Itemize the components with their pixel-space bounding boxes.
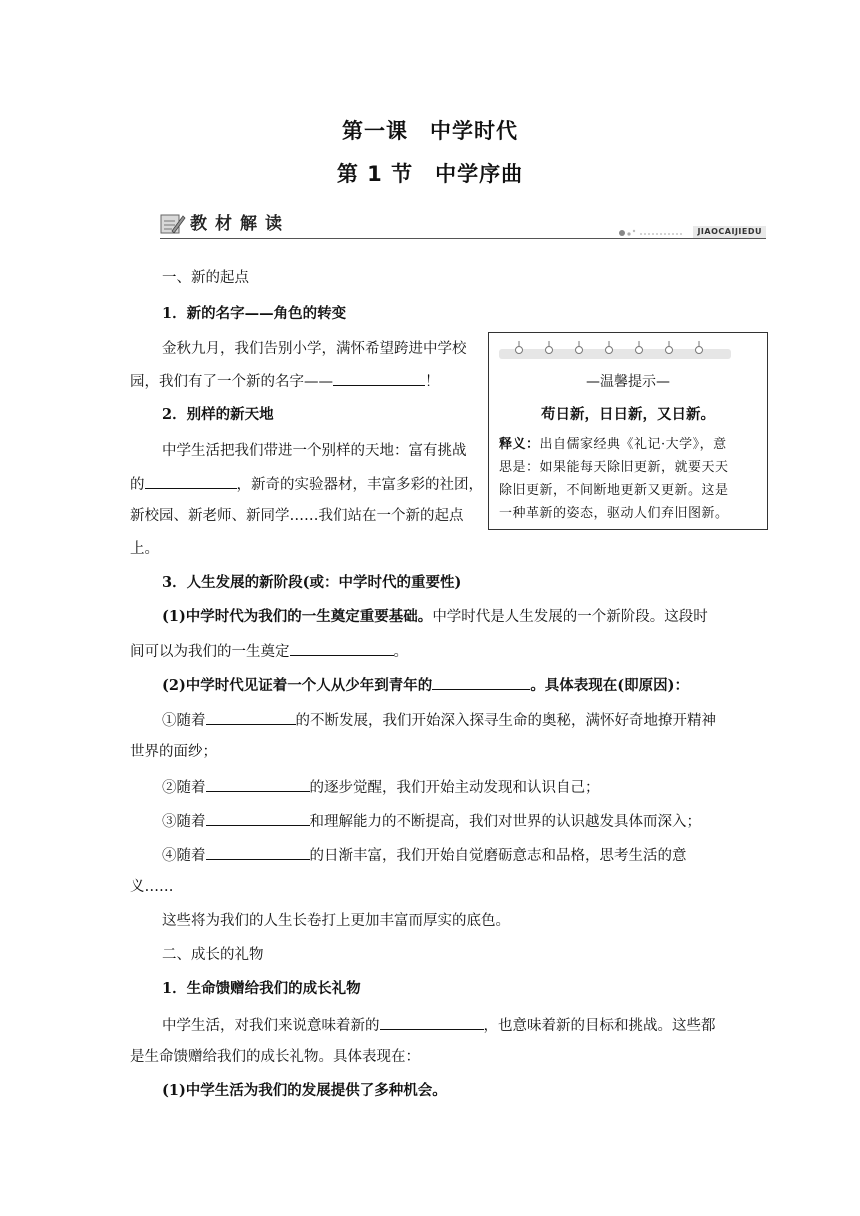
paragraph-line: ③随着 和理解能力的不断提高，我们对世界的认识越发具体而深入； — [162, 810, 701, 832]
pencil-icon — [160, 212, 186, 236]
banner-label: 教材解读 — [190, 214, 290, 234]
fill-blank[interactable] — [206, 776, 310, 792]
section-heading: 一、新的起点 — [162, 270, 249, 286]
tip-explain-line: 思是：如果能每天除旧更新，就要天天 — [499, 460, 729, 475]
dots-decoration-icon — [618, 228, 684, 238]
subheading: 1．生命馈赠给我们的成长礼物 — [162, 980, 361, 997]
tip-explain-label: 释义： — [499, 437, 540, 452]
paragraph-line: (2)中学时代见证着一个人从少年到青年的 。具体表现在(即原因)： — [162, 674, 689, 696]
tip-explain-line: 除旧更新，不间断地更新又更新。这是 — [499, 483, 729, 498]
paragraph-line: 园，我们有了一个新的名字—— ！ — [130, 370, 440, 392]
fill-blank[interactable] — [380, 1014, 484, 1030]
fill-blank[interactable] — [206, 709, 296, 725]
tip-explanation — [499, 433, 761, 525]
section-title: 第 1 节 中学序曲 — [336, 162, 524, 186]
subheading: 1．新的名字——角色的转变 — [162, 305, 347, 322]
notebook-rings-icon — [499, 341, 731, 361]
fill-blank[interactable] — [206, 844, 310, 860]
paragraph-line: 上。 — [130, 541, 159, 557]
paragraph-line: 这些将为我们的人生长卷打上更加丰富而厚实的底色。 — [162, 913, 510, 929]
tip-explain-line: 一种革新的姿态，驱动人们弃旧图新。 — [499, 506, 729, 521]
fill-blank[interactable] — [333, 370, 425, 386]
paragraph-line: (1)中学生活为我们的发展提供了多种机会。 — [162, 1082, 447, 1099]
paragraph-line: 新校园、新老师、新同学……我们站在一个新的起点 — [130, 508, 464, 524]
banner-rule — [160, 238, 766, 239]
paragraph-line: (1)中学时代为我们的一生奠定重要基础。中学时代是人生发展的一个新阶段。这段时 — [162, 608, 708, 625]
paragraph-line: 世界的面纱； — [130, 744, 217, 760]
fill-blank[interactable] — [206, 810, 310, 826]
subheading: 2．别样的新天地 — [162, 406, 274, 423]
tip-heading: —温馨提示— — [586, 374, 670, 390]
paragraph-line: ④随着 的日渐丰富，我们开始自觉磨砺意志和品格，思考生活的意 — [162, 844, 687, 866]
paragraph-line: 是生命馈赠给我们的成长礼物。具体表现在： — [130, 1049, 420, 1065]
paragraph-line: 中学生活，对我们来说意味着新的 ，也意味着新的目标和挑战。这些都 — [162, 1014, 716, 1036]
paragraph-line: ①随着 的不断发展，我们开始深入探寻生命的奥秘，满怀好奇地撩开精神 — [162, 709, 716, 731]
paragraph-line: 中学生活把我们带进一个别样的天地：富有挑战 — [162, 443, 467, 459]
section-heading: 二、成长的礼物 — [162, 947, 264, 963]
lesson-title: 第一课 中学时代 — [342, 119, 518, 143]
paragraph-line: 间可以为我们的一生奠定 。 — [130, 640, 408, 662]
paragraph-line: 的 ，新奇的实验器材，丰富多彩的社团， — [130, 473, 483, 495]
fill-blank[interactable] — [145, 473, 237, 489]
tip-explain-line: 释义：出自儒家经典《礼记·大学》，意 — [499, 437, 727, 452]
paragraph-line: ②随着 的逐步觉醒，我们开始主动发现和认识自己； — [162, 776, 600, 798]
paragraph-line: 金秋九月，我们告别小学，满怀希望跨进中学校 — [162, 341, 467, 357]
banner-tag: JIAOCAIJIEDU — [693, 226, 766, 238]
paragraph-line: 义…… — [130, 879, 174, 895]
tip-box — [488, 332, 768, 530]
fill-blank[interactable] — [432, 674, 530, 690]
subheading: 3．人生发展的新阶段(或：中学时代的重要性) — [162, 574, 462, 591]
tip-quote: 苟日新，日日新，又日新。 — [541, 407, 715, 423]
fill-blank[interactable] — [290, 640, 394, 656]
section-banner — [160, 210, 766, 242]
